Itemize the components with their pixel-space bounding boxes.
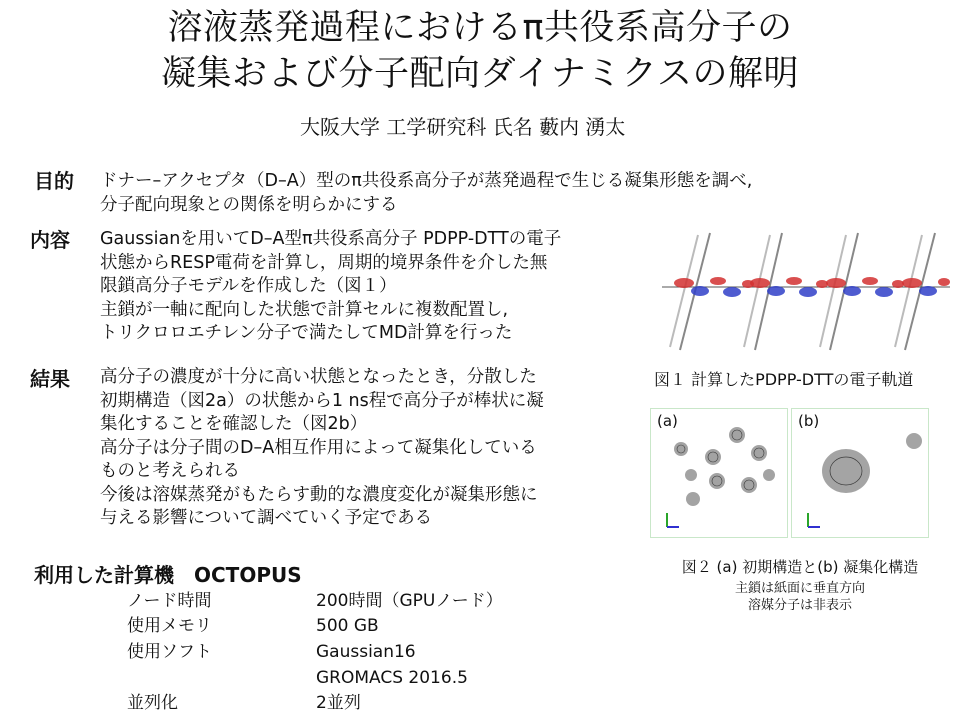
content-heading: 内容 [30,228,70,252]
content-line: 主鎖が一軸に配向した状態で計算セルに複数配置し, [100,299,509,320]
content-line: 状態からRESP電荷を計算し，周期的境界条件を介した無 [100,252,548,273]
purpose-heading: 目的 [34,169,74,193]
results-line: ものと考えられる [100,461,240,481]
resource-label: 並列化 [127,693,178,713]
figure2-panel-b [791,408,929,538]
figure2-note-2: 溶媒分子は非表示 [747,598,852,613]
panel-a-label: (a) [657,412,678,430]
resource-value: 2並列 [316,693,361,713]
resource-value: GROMACS 2016.5 [316,668,468,688]
resources-title: 利用した計算機 OCTOPUS [34,563,302,587]
content-text [100,228,561,346]
author-affiliation: 大阪大学 工学研究科 氏名 藪内 湧太 [300,115,626,139]
figure2-panel-a [650,408,788,538]
figure2-note-1: 主鎖は紙面に垂直方向 [734,581,865,596]
content-line: トリクロロエチレン分子で満たしてMD計算を行った [100,323,513,343]
results-line: 与える影響について調べていく予定である [100,508,433,528]
results-line: 今後は溶媒蒸発がもたらす動的な濃度変化が凝集形態に [100,484,538,505]
title-line-1: 溶液蒸発過程におけるπ共役系高分子の [167,8,793,48]
purpose-line: 分子配向現象との関係を明らかにする [100,194,398,215]
panel-b-label: (b) [798,412,820,430]
results-line: 集化することを確認した（図2b） [100,414,368,434]
resource-label: ノード時間 [127,591,212,611]
content-line: Gaussianを用いてD–A型π共役系高分子 PDPP-DTTの電子 [100,229,562,249]
resource-label: 使用メモリ [127,616,212,636]
purpose-line: ドナー–アクセプタ（D–A）型のπ共役系高分子が蒸発過程で生じる凝集形態を調べ, [100,171,753,191]
content-line: 限鎖高分子モデルを作成した（図１） [100,276,397,296]
results-line: 高分子は分子間のD–A相互作用によって凝集化している [100,437,537,458]
resource-value: 500 GB [316,616,379,636]
purpose-text [100,170,752,217]
figure1-orbital-image [660,225,952,357]
aggregated-cluster-image [792,409,928,537]
results-heading: 結果 [30,367,70,391]
results-line: 初期構造（図2a）の状態から1 ns程で高分子が棒状に凝 [100,390,544,411]
title-line-2: 凝集および分子配向ダイナミクスの解明 [161,54,799,94]
resource-value: 200時間（GPUノード） [316,591,503,611]
figure1-caption: 図１ 計算したPDPP-DTTの電子軌道 [654,370,914,389]
results-line: 高分子の濃度が十分に高い状態となったとき，分散した [100,367,537,387]
resource-label: 使用ソフト [127,642,212,662]
results-text [100,366,544,531]
resource-value: Gaussian16 [316,642,416,662]
dispersed-clusters-image [651,409,787,537]
figure2-caption: 図２ (a) 初期構造と(b) 凝集化構造 [681,558,919,576]
